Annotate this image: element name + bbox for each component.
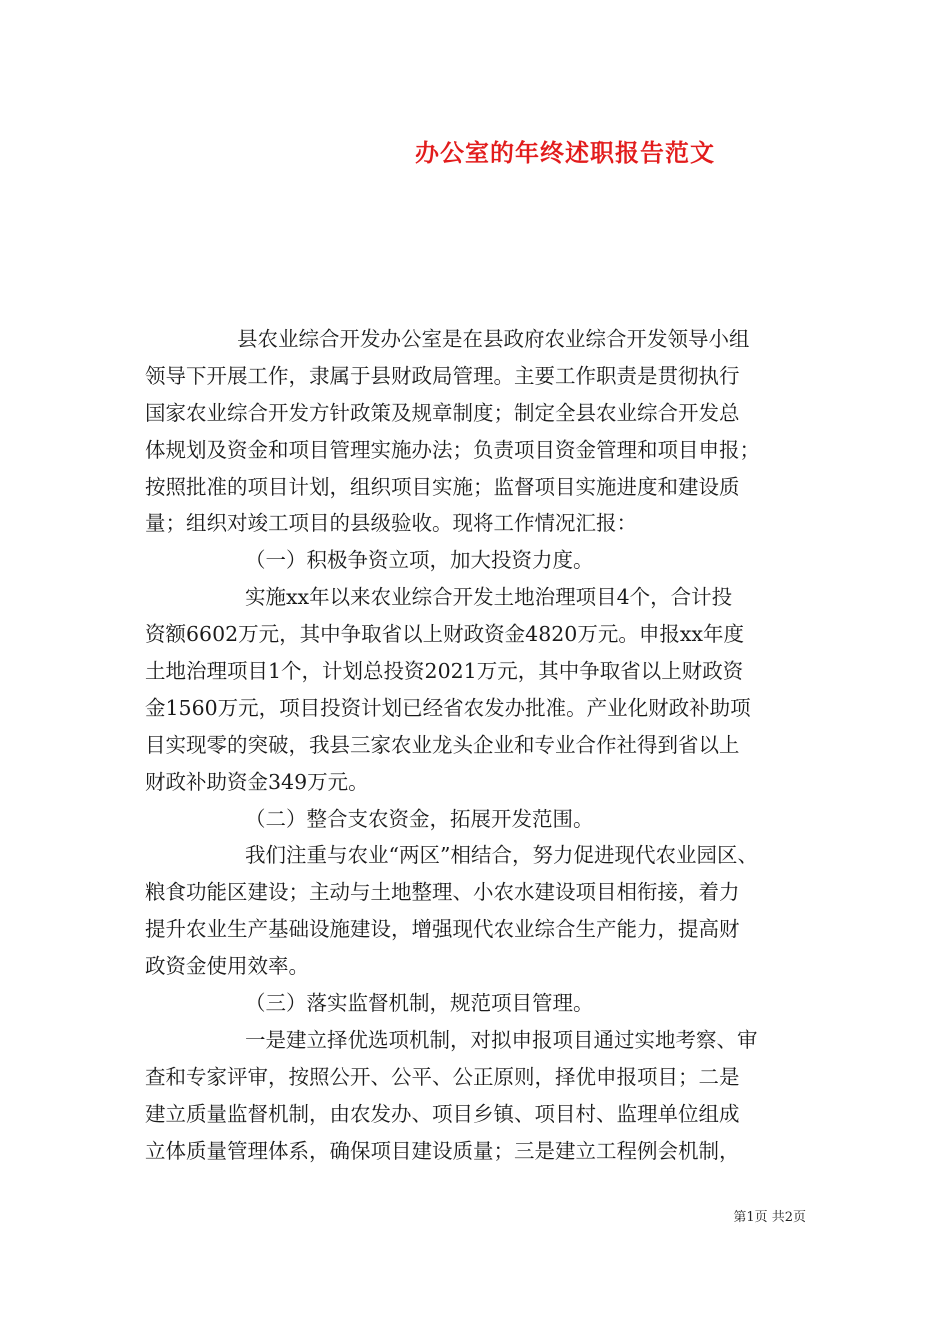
document-title: 办公室的年终述职报告范文 <box>415 138 715 167</box>
paragraph-line: 提升农业生产基础设施建设，增强现代农业综合生产能力，提高财 <box>145 917 740 942</box>
paragraph-line: 体规划及资金和项目管理实施办法；负责项目资金管理和项目申报； <box>145 437 760 462</box>
paragraph-line: 金1560万元，项目投资计划已经省农发办批准。产业化财政补助项 <box>145 695 751 720</box>
paragraph-line: 查和专家评审，按照公开、公平、公正原则，择优申报项目；二是 <box>145 1064 740 1089</box>
paragraph-line: 我们注重与农业“两区”相结合，努力促进现代农业园区、 <box>245 843 758 868</box>
paragraph-line: 量；组织对竣工项目的县级验收。现将工作情况汇报： <box>145 511 637 536</box>
paragraph-line: 资额6602万元，其中争取省以上财政资金4820万元。申报xx年度 <box>145 622 744 647</box>
paragraph-line: 领导下开展工作，隶属于县财政局管理。主要工作职责是贯彻执行 <box>145 363 740 388</box>
section-heading: （三）落实监督机制，规范项目管理。 <box>245 991 594 1016</box>
paragraph-line: 一是建立择优选项机制，对拟申报项目通过实地考察、审 <box>245 1027 758 1052</box>
paragraph-line: 实施xx年以来农业综合开发土地治理项目4个，合计投 <box>245 585 733 610</box>
paragraph-line: 按照批准的项目计划，组织项目实施；监督项目实施进度和建设质 <box>145 474 740 499</box>
paragraph-line: 国家农业综合开发方针政策及规章制度；制定全县农业综合开发总 <box>145 400 740 425</box>
page-number: 第1页 共2页 <box>733 1210 806 1225</box>
paragraph-line: 目实现零的突破，我县三家农业龙头企业和专业合作社得到省以上 <box>145 732 740 757</box>
paragraph-line: 县农业综合开发办公室是在县政府农业综合开发领导小组 <box>237 327 750 351</box>
document-body <box>145 321 808 1169</box>
paragraph-line: 立体质量管理体系，确保项目建设质量；三是建立工程例会机制， <box>145 1138 740 1163</box>
paragraph-line: 建立质量监督机制，由农发办、项目乡镇、项目村、监理单位组成 <box>145 1101 740 1126</box>
paragraph-line: 财政补助资金349万元。 <box>145 769 369 794</box>
paragraph-line: 粮食功能区建设；主动与土地整理、小农水建设项目相衔接，着力 <box>145 880 740 905</box>
section-heading: （一）积极争资立项，加大投资力度。 <box>245 548 594 573</box>
section-heading: （二）整合支农资金，拓展开发范围。 <box>245 806 594 831</box>
paragraph-line: 政资金使用效率。 <box>145 954 309 979</box>
paragraph-line: 土地治理项目1个，计划总投资2021万元，其中争取省以上财政资 <box>145 659 744 684</box>
